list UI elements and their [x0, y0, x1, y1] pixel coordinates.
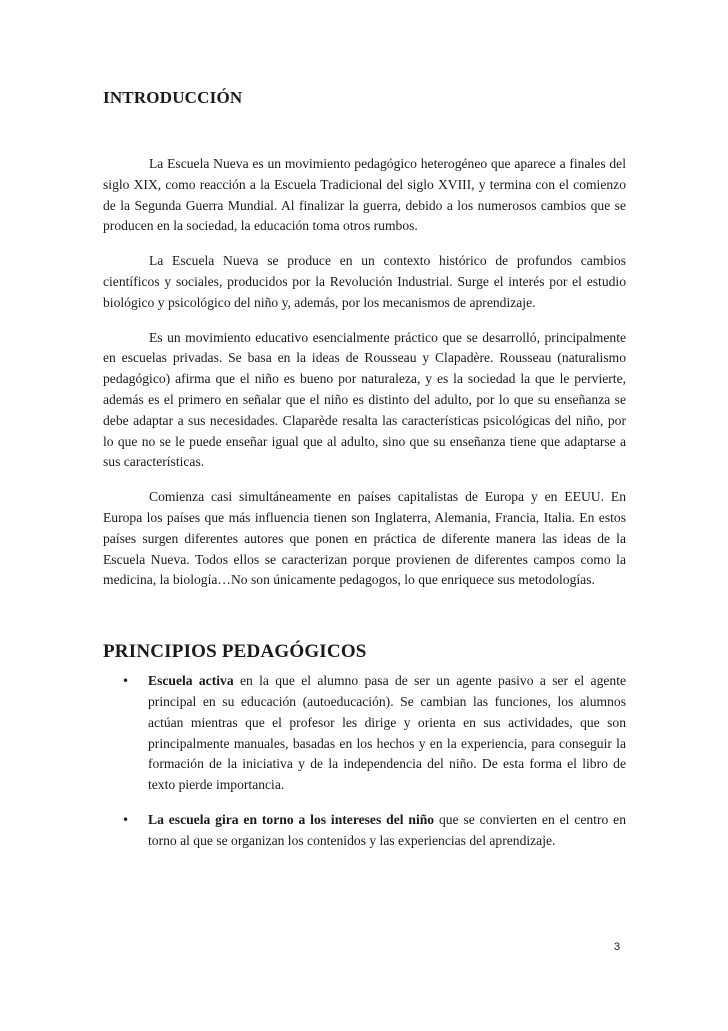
section-heading-introduccion: INTRODUCCIÓN: [103, 88, 243, 107]
intro-paragraph-4: Comienza casi simultáneamente en países capitalistas de Europa y en EEUU. En Europa los países que más influencia tienen son Inglaterra, Alemania, Francia, Italia. En estos países surgen diferentes autores que ponen en práctica de diferente manera las ideas de la Escuela Nueva. Todos ellos se caracterizan porque provienen de diferentes campos como la medicina, la biología…No son únicamente pedagogos, lo que enriquece sus metodologías.: [103, 489, 626, 588]
principles-list: [103, 671, 626, 851]
bullet-icon: •: [122, 674, 130, 689]
section-heading-principios-pedagogicos: PRINCIPIOS PEDAGÓGICOS: [103, 641, 367, 663]
bullet-icon: •: [122, 812, 130, 827]
list-item-bold-lead: La escuela gira en torno a los intereses del niño: [148, 811, 435, 827]
intro-paragraph-2: La Escuela Nueva se produce en un contexto histórico de profundos cambios científicos y sociales, producidos por la Revolución Industrial. Surge el interés por el estudio biológico y psicológico del niño y, además, por los mecanismos de aprendizaje.: [103, 253, 626, 310]
list-item-text: en la que el alumno pasa de ser un agente pasivo a ser el agente principal en su educación (autoeducación). Se cambian las funciones, los alumnos actúan mientras que el profesor les dirige y orienta en sus actividades, que son principalmente manuales, basadas en los hechos y en la experiencia, para conseguir la formación de la iniciativa y de la independencia del niño. De esta forma el libro de texto pierde importancia.: [148, 673, 627, 793]
list-item-bold-lead: Escuela activa: [148, 673, 234, 689]
page-content: [103, 86, 626, 866]
intro-paragraph-1: La Escuela Nueva es un movimiento pedagógico heterogéneo que aparece a finales del siglo XIX, como reacción a la Escuela Tradicional del siglo XVIII, y termina con el comienzo de la Segunda Guerra Mundial. Al finalizar la guerra, debido a los numerosos cambios que se producen en la sociedad, la educación toma otros rumbos.: [103, 156, 626, 234]
intro-paragraph-3: Es un movimiento educativo esencialmente práctico que se desarrolló, principalmente en escuelas privadas. Se basa en la ideas de Rousseau y Clapadère. Rousseau (naturalismo pedagógico) afirma que el niño es bueno por naturaleza, y es la sociedad la que le pervierte, además es el primero en señalar que el niño es distinto del adulto, por lo que su enseñanza se debe adaptar a sus necesidades. Claparède resalta las características psicológicas del niño, por lo que no se le puede enseñar igual que al adulto, sino que su enseñanza tiene que adaptarse a sus características.: [103, 329, 626, 470]
list-item-text: que se convierten en el centro en torno al que se organizan los contenidos y las experiencias del aprendizaje.: [148, 811, 626, 848]
list-item-escuela-activa: [103, 671, 626, 796]
page-number: 3: [614, 941, 621, 953]
list-item-intereses-del-nino: [103, 810, 626, 852]
